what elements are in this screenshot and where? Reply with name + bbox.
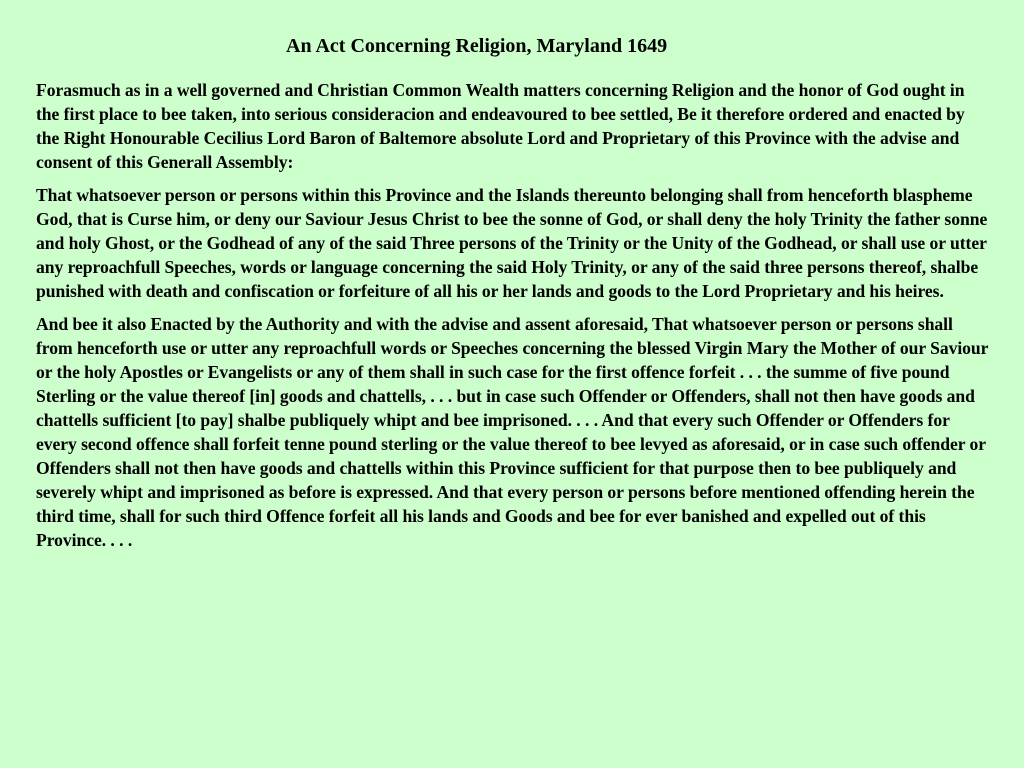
paragraph-blasphemy-clause: That whatsoever person or persons within this Province and the Islands thereunto belonging shall from henceforth blaspheme God, that is Curse him, or deny our Saviour Jesus Christ to bee the sonne of God, or shall deny the holy Trinity the father sonne and holy Ghost, or the Godhead of any of the said Three persons of the Trinity or the Unity of the Godhead, or shall use or utter any reproachfull Speeches, words or language concerning the said Holy Trinity, or any of the said three persons thereof, shalbe punished with death and confiscation or forfeiture of all his or her lands and goods to the Lord Proprietary and his heires. bbox=[36, 185, 988, 301]
paragraph-reproach-clause: And bee it also Enacted by the Authority and with the advise and assent aforesaid, That whatsoever person or persons shall from henceforth use or utter any reproachfull words or Speeches concerning the blessed Virgin Mary the Mother of our Saviour or the holy Apostles or Evangelists or any of them shall in such case for the first offence forfeit . . . the summe of five pound Sterling or the value thereof [in] goods and chattells, . . . but in case such Offender or Offenders, shall not then have goods and chattells sufficient [to pay] shalbe publiquely whipt and bee imprisoned. . . . And that every such Offender or Offenders for every second offence shall forfeit tenne pound sterling or the value thereof to bee levyed as aforesaid, or in case such offender or Offenders shall not then have goods and chattells within this Province sufficient for that purpose then to bee publiquely and severely whipt and imprisoned as before is expressed. And that every person or persons before mentioned offending herein the third time, shall for such third Offence forfeit all his lands and Goods and bee for ever banished and expelled out of this Province. . . . bbox=[36, 314, 989, 550]
document-body bbox=[36, 78, 991, 552]
paragraph-preamble: Forasmuch as in a well governed and Christian Common Wealth matters concerning Religion and the honor of God ought in the first place to bee taken, into serious consideracion and endeavoured to bee settled, Be it therefore ordered and enacted by the Right Honourable Cecilius Lord Baron of Baltemore absolute Lord and Proprietary of this Province with the advise and consent of this Generall Assembly: bbox=[36, 80, 965, 172]
document-title: An Act Concerning Religion, Maryland 1649 bbox=[286, 35, 668, 57]
